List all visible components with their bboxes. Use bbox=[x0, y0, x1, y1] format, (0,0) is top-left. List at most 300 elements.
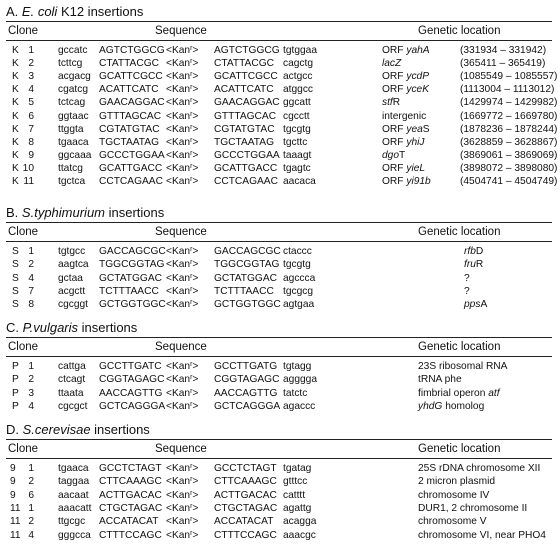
target-sequence-1: ACATTCATC bbox=[99, 84, 159, 96]
table-row bbox=[0, 163, 560, 176]
kan-text: <Kan bbox=[166, 110, 191, 122]
superscript-r: r bbox=[190, 149, 193, 157]
kan-text: <Kan bbox=[166, 84, 191, 96]
table-row bbox=[0, 516, 560, 529]
header-location: Genetic location bbox=[418, 443, 501, 455]
clone-prefix: K bbox=[12, 149, 19, 161]
table-row bbox=[0, 137, 560, 150]
table-row bbox=[0, 299, 560, 312]
table-row bbox=[0, 476, 560, 489]
kan-text: <Kan bbox=[166, 463, 191, 474]
clone-number: 4 bbox=[28, 272, 34, 284]
kanamycin-marker: <Kan$^r$> bbox=[166, 299, 199, 311]
genetic-location bbox=[382, 163, 425, 174]
flank-left: gctaa bbox=[58, 272, 83, 284]
location-text: ORF bbox=[382, 123, 407, 135]
flank-left: ttatcg bbox=[58, 162, 83, 174]
target-sequence-1: GCCTCTAGT bbox=[99, 463, 162, 474]
genetic-location bbox=[382, 150, 405, 161]
clone-prefix: 9 bbox=[10, 489, 16, 501]
kan-text: <Kan bbox=[166, 123, 191, 135]
table-row bbox=[0, 124, 560, 137]
location-text: ORF bbox=[382, 84, 407, 96]
genome-coordinates: (1429974 – 1429982) bbox=[460, 97, 558, 109]
kan-text: <Kan bbox=[166, 71, 191, 83]
flank-left: ttgcgc bbox=[58, 516, 86, 528]
kanamycin-marker: <Kan$^r$> bbox=[166, 84, 199, 96]
kanamycin-marker: <Kan$^r$> bbox=[166, 162, 199, 174]
genetic-location bbox=[464, 286, 470, 297]
header-sequence: Sequence bbox=[155, 226, 207, 238]
superscript-r: r bbox=[190, 272, 193, 280]
target-sequence-2: CGGTAGAGC bbox=[214, 374, 280, 386]
kanamycin-marker: <Kan$^r$> bbox=[166, 259, 199, 271]
target-sequence-2: CTATTACGC bbox=[214, 58, 274, 70]
genetic-location bbox=[418, 361, 507, 372]
kanamycin-marker: <Kan$^r$> bbox=[166, 272, 199, 284]
kanamycin-marker: <Kan$^r$> bbox=[166, 97, 199, 109]
superscript-r: r bbox=[190, 246, 193, 253]
clone-number: 3 bbox=[28, 71, 34, 83]
table-row bbox=[0, 286, 560, 299]
gene-name: lacZ bbox=[382, 58, 402, 70]
target-sequence-2: TCTTTAACC bbox=[214, 285, 274, 297]
clone-prefix: 11 bbox=[10, 516, 21, 528]
kan-text: <Kan bbox=[166, 476, 191, 488]
kanamycin-marker: <Kan$^r$> bbox=[166, 246, 199, 257]
location-text: ? bbox=[464, 272, 470, 284]
clone-prefix: K bbox=[12, 84, 19, 96]
genome-coordinates: (365411 – 365419) bbox=[460, 58, 546, 70]
target-sequence-1: GCTCAGGGA bbox=[99, 400, 166, 412]
flank-right: agggga bbox=[283, 374, 317, 386]
clone-number: 3 bbox=[28, 387, 34, 399]
flank-left: gccatc bbox=[58, 45, 88, 56]
clone-number: 10 bbox=[22, 162, 34, 174]
flank-left: tgaaca bbox=[58, 463, 89, 474]
target-sequence-1: CCTCAGAAC bbox=[99, 176, 163, 187]
target-sequence-1: CGGTAGAGC bbox=[99, 374, 165, 386]
header-clone: Clone bbox=[8, 341, 39, 353]
header-sequence: Sequence bbox=[155, 25, 207, 37]
target-sequence-1: GCTGGTGGC bbox=[99, 299, 166, 311]
kanamycin-marker: <Kan$^r$> bbox=[166, 176, 199, 187]
location-text: 25S rDNA chromosome XII bbox=[418, 463, 541, 474]
clone-number: 1 bbox=[28, 463, 34, 474]
superscript-r: r bbox=[190, 259, 193, 267]
clone-number: 7 bbox=[28, 123, 34, 135]
kan-text: <Kan bbox=[166, 387, 191, 399]
table-row bbox=[0, 246, 560, 259]
clone-number: 9 bbox=[28, 149, 34, 161]
superscript-r: r bbox=[190, 374, 193, 382]
flank-right: aaacgc bbox=[283, 529, 316, 541]
location-text: 23S ribosomal RNA bbox=[418, 361, 508, 372]
flank-left: aaacatt bbox=[58, 502, 92, 514]
kan-text: <Kan bbox=[166, 136, 191, 148]
clone-prefix: 9 bbox=[10, 463, 16, 474]
clone-number: 11 bbox=[23, 176, 34, 187]
target-sequence-1: GCATTCGCC bbox=[99, 71, 163, 83]
flank-right: agccca bbox=[283, 272, 316, 284]
gene-name: rfb bbox=[464, 246, 476, 257]
genetic-location bbox=[418, 463, 540, 474]
section-title bbox=[6, 4, 143, 19]
target-sequence-2: GACCAGCGC bbox=[214, 246, 281, 257]
header-sequence: Sequence bbox=[155, 341, 207, 353]
table-row bbox=[0, 111, 560, 124]
target-sequence-1: GCATTGACC bbox=[99, 162, 163, 174]
clone-number: 6 bbox=[28, 489, 34, 501]
superscript-r: r bbox=[190, 400, 193, 408]
target-sequence-2: GCCTCTAGT bbox=[214, 463, 277, 474]
flank-left: tgtgcc bbox=[58, 246, 86, 257]
genetic-location bbox=[382, 111, 426, 122]
kanamycin-marker: <Kan$^r$> bbox=[166, 529, 199, 541]
flank-right: tgtagg bbox=[283, 361, 312, 372]
gene-name: yea bbox=[406, 123, 423, 135]
genetic-location bbox=[382, 45, 430, 56]
header-clone: Clone bbox=[8, 443, 39, 455]
table-row bbox=[0, 71, 560, 84]
kan-text: <Kan bbox=[166, 45, 191, 56]
rule bbox=[6, 439, 552, 440]
flank-left: acgctt bbox=[58, 285, 86, 297]
kanamycin-marker: <Kan$^r$> bbox=[166, 502, 199, 514]
genome-coordinates: (1113004 – 1113012) bbox=[460, 84, 555, 96]
location-text: ? bbox=[464, 285, 470, 297]
kanamycin-marker: <Kan$^r$> bbox=[166, 45, 199, 56]
section-suffix: insertions bbox=[105, 205, 165, 220]
table-row bbox=[0, 150, 560, 163]
header-clone: Clone bbox=[8, 226, 39, 238]
superscript-r: r bbox=[190, 97, 193, 105]
target-sequence-1: GCCCTGGAA bbox=[99, 149, 165, 161]
flank-right: ggcatt bbox=[283, 97, 311, 109]
flank-left: cgcgct bbox=[58, 400, 88, 412]
table-row bbox=[0, 259, 560, 272]
clone-prefix: P bbox=[12, 374, 19, 386]
clone-number: 4 bbox=[28, 529, 34, 541]
kanamycin-marker: <Kan$^r$> bbox=[166, 476, 199, 488]
flank-right: tgcgtg bbox=[283, 123, 311, 135]
flank-left: gggcca bbox=[58, 529, 91, 541]
location-text: 2 micron plasmid bbox=[418, 476, 495, 488]
target-sequence-2: CGTATGTAC bbox=[214, 123, 275, 135]
location-suffix: homolog bbox=[442, 400, 485, 412]
clone-prefix: 11 bbox=[10, 502, 21, 514]
rule bbox=[6, 356, 552, 357]
genetic-location bbox=[418, 374, 462, 385]
clone-prefix: S bbox=[12, 299, 19, 311]
table-row bbox=[0, 176, 560, 189]
rule bbox=[6, 21, 552, 22]
genetic-location bbox=[418, 490, 489, 501]
target-sequence-1: TGGCGGTAG bbox=[99, 259, 165, 271]
superscript-r: r bbox=[190, 285, 193, 293]
flank-left: acgacg bbox=[58, 71, 91, 83]
clone-prefix: K bbox=[12, 45, 19, 56]
genetic-location bbox=[418, 401, 484, 412]
target-sequence-2: GCCCTGGAA bbox=[214, 149, 280, 161]
kanamycin-marker: <Kan$^r$> bbox=[166, 463, 199, 474]
target-sequence-1: CTTTCCAGC bbox=[99, 529, 162, 541]
clone-number: 8 bbox=[28, 299, 34, 311]
target-sequence-2: TGCTAATAG bbox=[214, 136, 274, 148]
kanamycin-marker: <Kan$^r$> bbox=[166, 149, 199, 161]
superscript-r: r bbox=[190, 299, 193, 307]
target-sequence-1: CTTCAAAGC bbox=[99, 476, 162, 488]
flank-left: ggtaac bbox=[58, 110, 89, 122]
table-row bbox=[0, 463, 560, 476]
gene-name: yahA bbox=[406, 45, 430, 56]
target-sequence-2: GTTTAGCAC bbox=[214, 110, 277, 122]
superscript-r: r bbox=[190, 84, 193, 92]
clone-prefix: K bbox=[12, 110, 19, 122]
flank-right: agtgaa bbox=[283, 299, 315, 311]
location-text: chromosome V bbox=[418, 516, 487, 528]
kan-text: <Kan bbox=[166, 149, 191, 161]
superscript-r: r bbox=[190, 110, 193, 118]
target-sequence-2: AGTCTGGCG bbox=[214, 45, 280, 56]
target-sequence-2: CTTCAAAGC bbox=[214, 476, 277, 488]
target-sequence-2: ACTTGACAC bbox=[214, 489, 277, 501]
target-sequence-1: ACTTGACAC bbox=[99, 489, 162, 501]
flank-left: cattga bbox=[58, 361, 86, 372]
gene-name: yi91b bbox=[406, 176, 431, 187]
kan-text: <Kan bbox=[166, 299, 191, 311]
clone-number: 4 bbox=[28, 84, 34, 96]
location-text: ORF bbox=[382, 162, 407, 174]
kanamycin-marker: <Kan$^r$> bbox=[166, 374, 199, 386]
flank-right: tatctc bbox=[283, 387, 308, 399]
header-clone: Clone bbox=[8, 25, 39, 37]
flank-right: gtttcc bbox=[283, 476, 308, 488]
kan-text: <Kan bbox=[166, 529, 191, 541]
genome-coordinates: (331934 – 331942) bbox=[460, 45, 547, 56]
table-row bbox=[0, 490, 560, 503]
table-row bbox=[0, 503, 560, 516]
kan-text: <Kan bbox=[166, 259, 191, 271]
target-sequence-2: GCTATGGAC bbox=[214, 272, 278, 284]
flank-right: aacaca bbox=[283, 176, 316, 187]
flank-left: taggaa bbox=[58, 476, 90, 488]
genetic-location bbox=[418, 516, 487, 527]
kanamycin-marker: <Kan$^r$> bbox=[166, 110, 199, 122]
clone-prefix: K bbox=[12, 136, 19, 148]
target-sequence-2: GCTGGTGGC bbox=[214, 299, 281, 311]
location-suffix: R bbox=[475, 259, 484, 271]
superscript-r: r bbox=[190, 58, 193, 66]
genetic-location bbox=[418, 530, 546, 541]
clone-number: 7 bbox=[28, 285, 34, 297]
header-location: Genetic location bbox=[418, 341, 501, 353]
target-sequence-2: CTTTCCAGC bbox=[214, 529, 277, 541]
gene-name: pps bbox=[464, 299, 481, 311]
target-sequence-2: CCTCAGAAC bbox=[214, 176, 278, 187]
clone-number: 1 bbox=[28, 246, 34, 257]
rule bbox=[6, 458, 552, 459]
flank-right: tgcgcg bbox=[283, 285, 314, 297]
section-suffix: insertions bbox=[90, 422, 150, 437]
location-suffix: D bbox=[475, 246, 484, 257]
flank-left: tgctca bbox=[58, 176, 86, 187]
table-row bbox=[0, 45, 560, 58]
superscript-r: r bbox=[190, 176, 193, 183]
location-text: chromosome IV bbox=[418, 489, 490, 501]
kan-text: <Kan bbox=[166, 400, 191, 412]
rule bbox=[6, 40, 552, 41]
target-sequence-2: GCATTCGCC bbox=[214, 71, 278, 83]
clone-prefix: P bbox=[12, 387, 19, 399]
section-title bbox=[6, 205, 164, 220]
table-row bbox=[0, 388, 560, 401]
target-sequence-1: GAACAGGAC bbox=[99, 97, 165, 109]
section-title bbox=[6, 422, 150, 437]
target-sequence-1: CGTATGTAC bbox=[99, 123, 160, 135]
genetic-location bbox=[418, 388, 500, 399]
flank-right: tgcgtg bbox=[283, 259, 311, 271]
kan-text: <Kan bbox=[166, 516, 191, 528]
kanamycin-marker: <Kan$^r$> bbox=[166, 400, 199, 412]
section-prefix: C. bbox=[6, 320, 19, 335]
kanamycin-marker: <Kan$^r$> bbox=[166, 489, 199, 501]
kanamycin-marker: <Kan$^r$> bbox=[166, 516, 199, 528]
clone-prefix: P bbox=[12, 400, 19, 412]
clone-prefix: P bbox=[12, 361, 19, 372]
flank-right: ctaccc bbox=[283, 246, 312, 257]
table-row bbox=[0, 84, 560, 97]
location-suffix: S bbox=[422, 123, 430, 135]
kan-text: <Kan bbox=[166, 361, 191, 372]
section-prefix: D. bbox=[6, 422, 19, 437]
kan-text: <Kan bbox=[166, 162, 191, 174]
location-suffix: T bbox=[399, 149, 406, 161]
clone-number: 2 bbox=[28, 58, 34, 70]
genome-coordinates: (3869061 – 3869069) bbox=[460, 149, 558, 161]
flank-left: cgatcg bbox=[58, 84, 89, 96]
target-sequence-2: GAACAGGAC bbox=[214, 97, 280, 109]
superscript-r: r bbox=[190, 123, 193, 131]
target-sequence-2: TGGCGGTAG bbox=[214, 259, 280, 271]
organism-name: S.typhimurium bbox=[21, 205, 105, 220]
target-sequence-2: ACATTCATC bbox=[214, 84, 274, 96]
kanamycin-marker: <Kan$^r$> bbox=[166, 361, 199, 372]
genetic-location bbox=[464, 273, 470, 284]
clone-number: 2 bbox=[28, 516, 34, 528]
kan-text: <Kan bbox=[166, 272, 191, 284]
target-sequence-1: ACCATACAT bbox=[99, 516, 159, 528]
clone-prefix: K bbox=[12, 58, 19, 70]
gene-name: yhdG bbox=[418, 400, 443, 412]
clone-number: 1 bbox=[28, 502, 34, 514]
superscript-r: r bbox=[190, 476, 193, 484]
kan-text: <Kan bbox=[166, 502, 191, 514]
kanamycin-marker: <Kan$^r$> bbox=[166, 58, 199, 70]
clone-number: 1 bbox=[28, 45, 34, 56]
clone-prefix: S bbox=[12, 272, 19, 284]
flank-left: tctcag bbox=[58, 97, 86, 109]
location-suffix: R bbox=[392, 97, 401, 109]
flank-right: agattg bbox=[283, 502, 312, 514]
superscript-r: r bbox=[190, 529, 193, 537]
genome-coordinates: (1085549 – 1085557) bbox=[460, 71, 558, 83]
superscript-r: r bbox=[190, 361, 193, 368]
clone-prefix: S bbox=[12, 246, 19, 257]
superscript-r: r bbox=[190, 162, 193, 170]
kan-text: <Kan bbox=[166, 97, 191, 109]
genome-coordinates: (3898072 – 3898080) bbox=[460, 162, 558, 174]
flank-right: cagctg bbox=[283, 58, 314, 70]
superscript-r: r bbox=[190, 463, 193, 470]
target-sequence-2: GCTCAGGGA bbox=[214, 400, 281, 412]
location-text: intergenic bbox=[382, 110, 427, 122]
clone-prefix: K bbox=[12, 123, 19, 135]
gene-name: dgo bbox=[382, 149, 399, 161]
clone-number: 2 bbox=[28, 374, 34, 386]
flank-right: tgatag bbox=[283, 463, 312, 474]
header-sequence: Sequence bbox=[155, 443, 207, 455]
flank-left: tcttcg bbox=[58, 58, 83, 70]
target-sequence-1: TCTTTAACC bbox=[99, 285, 159, 297]
superscript-r: r bbox=[190, 489, 193, 497]
location-text: ORF bbox=[382, 176, 407, 187]
flank-right: agaccc bbox=[283, 400, 316, 412]
flank-left: ttggta bbox=[58, 123, 84, 135]
location-text: ORF bbox=[382, 136, 407, 148]
flank-left: ggcaaa bbox=[58, 149, 92, 161]
genetic-location bbox=[418, 476, 495, 487]
rule bbox=[6, 337, 552, 338]
header-location: Genetic location bbox=[418, 25, 501, 37]
location-suffix: A bbox=[480, 299, 488, 311]
table-row bbox=[0, 361, 560, 374]
flank-right: tgtggaa bbox=[283, 45, 317, 56]
kan-text: <Kan bbox=[166, 246, 191, 257]
genetic-location bbox=[382, 124, 430, 135]
superscript-r: r bbox=[190, 502, 193, 510]
organism-name: S.cerevisae bbox=[22, 422, 91, 437]
table-row bbox=[0, 97, 560, 110]
clone-number: 2 bbox=[28, 476, 34, 488]
genetic-location bbox=[382, 176, 431, 187]
target-sequence-1: AGTCTGGCG bbox=[99, 45, 165, 56]
target-sequence-1: GCTATGGAC bbox=[99, 272, 163, 284]
target-sequence-1: AACCAGTTG bbox=[99, 387, 163, 399]
flank-left: tgaaca bbox=[58, 136, 89, 148]
target-sequence-2: GCCTTGATG bbox=[214, 361, 278, 372]
clone-prefix: K bbox=[12, 162, 19, 174]
superscript-r: r bbox=[190, 45, 193, 52]
kan-text: <Kan bbox=[166, 58, 191, 70]
target-sequence-2: AACCAGTTG bbox=[214, 387, 278, 399]
kan-text: <Kan bbox=[166, 374, 191, 386]
kanamycin-marker: <Kan$^r$> bbox=[166, 71, 199, 83]
clone-prefix: S bbox=[12, 259, 19, 271]
section-title bbox=[6, 320, 137, 335]
genetic-location bbox=[382, 84, 429, 95]
section-suffix: K12 insertions bbox=[57, 4, 144, 19]
kanamycin-marker: <Kan$^r$> bbox=[166, 387, 199, 399]
location-text: ORF bbox=[382, 71, 407, 83]
target-sequence-1: GACCAGCGC bbox=[99, 246, 166, 257]
genetic-location bbox=[418, 503, 527, 514]
superscript-r: r bbox=[190, 136, 193, 144]
location-text: DUR1, 2 chromosome II bbox=[418, 502, 528, 514]
genetic-location bbox=[382, 97, 400, 108]
gene-name: yceK bbox=[406, 84, 429, 96]
flank-left: aagtca bbox=[58, 259, 89, 271]
